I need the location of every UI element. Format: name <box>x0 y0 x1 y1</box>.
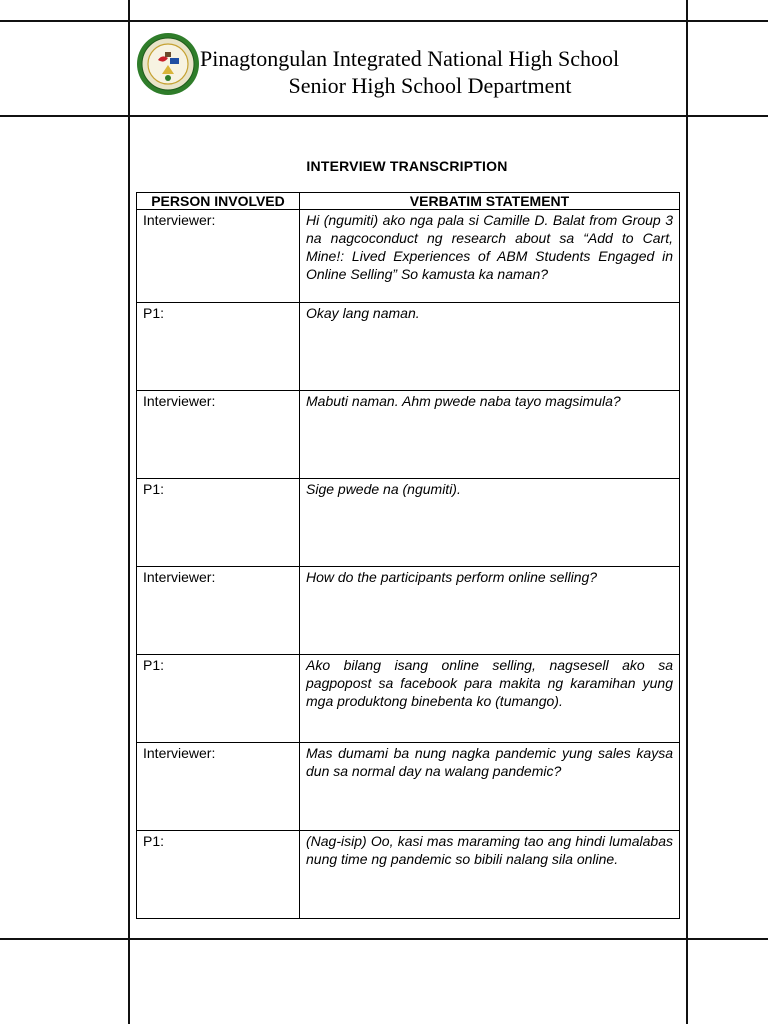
table-row <box>137 831 680 919</box>
statement-cell: How do the participants perform online selling? <box>300 567 680 655</box>
statement-cell: Okay lang naman. <box>300 303 680 391</box>
footer-rule <box>0 938 768 940</box>
statement-cell: Mabuti naman. Ahm pwede naba tayo magsimula? <box>300 391 680 479</box>
page-border-right <box>686 0 688 1024</box>
person-cell: P1: <box>137 831 300 919</box>
person-cell: P1: <box>137 479 300 567</box>
person-cell: Interviewer: <box>137 210 300 303</box>
school-name: Pinagtongulan Integrated National High School <box>200 46 620 71</box>
person-cell: P1: <box>137 303 300 391</box>
statement-cell: Sige pwede na (ngumiti). <box>300 479 680 567</box>
statement-cell: Mas dumami ba nung nagka pandemic yung sales kaysa dun sa normal day na walang pandemic? <box>300 743 680 831</box>
statement-cell: (Nag-isip) Oo, kasi mas maraming tao ang hindi lumalabas nung time ng pandemic so bibili nalang sila online. <box>300 831 680 919</box>
person-cell: Interviewer: <box>137 743 300 831</box>
person-cell: P1: <box>137 655 300 743</box>
school-department: Senior High School Department <box>288 73 572 98</box>
person-cell: Interviewer: <box>137 567 300 655</box>
table-row <box>137 743 680 831</box>
table-row <box>137 655 680 743</box>
table-row <box>137 303 680 391</box>
document-title: INTERVIEW TRANSCRIPTION <box>306 158 508 174</box>
column-header-person: PERSON INVOLVED <box>137 193 300 210</box>
transcript-table <box>136 192 680 919</box>
table-row <box>137 479 680 567</box>
header-bottom-rule <box>0 115 768 117</box>
table-row <box>137 567 680 655</box>
statement-cell: Ako bilang isang online selling, nagsesell ako sa pagpopost sa facebook para makita ng karamihan yung mga produktong binebenta ko (tumango). <box>300 655 680 743</box>
school-seal-icon <box>136 32 200 96</box>
header-top-rule <box>0 20 768 22</box>
table-row <box>137 210 680 303</box>
person-cell: Interviewer: <box>137 391 300 479</box>
statement-cell: Hi (ngumiti) ako nga pala si Camille D. Balat from Group 3 na nagcoconduct ng research about sa “Add to Cart, Mine!: Lived Experiences of ABM Students Engaged in Online Selling” So kamusta ka naman? <box>300 210 680 303</box>
page-border-left <box>128 0 130 1024</box>
table-header-row <box>137 193 680 210</box>
column-header-statement: VERBATIM STATEMENT <box>300 193 680 210</box>
table-row <box>137 391 680 479</box>
